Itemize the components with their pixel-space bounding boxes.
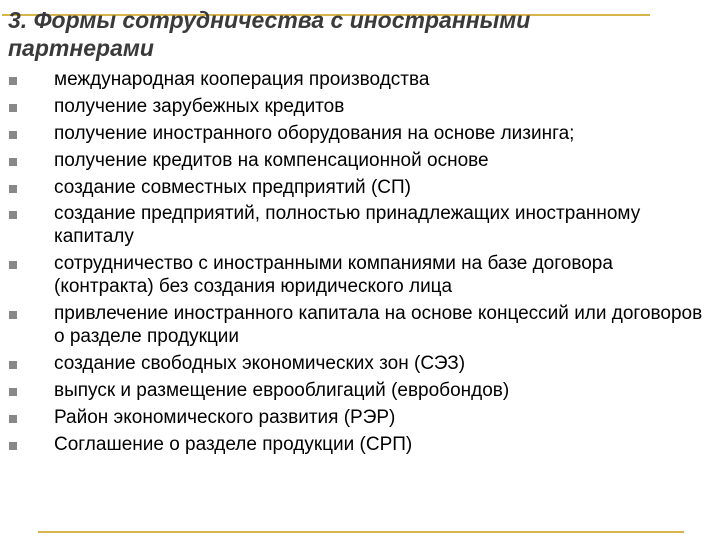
list-item-text: привлечение иностранного капитала на основе концессий или договоров о разделе продукции <box>54 303 703 348</box>
slide-title-line-2: партнерами <box>8 35 154 61</box>
list-item <box>8 302 716 348</box>
list-item-text: получение иностранного оборудования на основе лизинга; <box>54 122 575 144</box>
list-item-text: международная кооперация производства <box>54 69 430 90</box>
list-item <box>8 202 716 248</box>
list-item <box>8 379 716 402</box>
list-item <box>8 149 716 172</box>
list-item <box>8 433 716 456</box>
list-item <box>8 352 716 375</box>
list-item-text: выпуск и размещение еврооблигаций (евробондов) <box>54 380 510 402</box>
list-item <box>8 176 716 199</box>
bottom-accent-rule <box>38 531 684 533</box>
list-item <box>8 122 716 145</box>
list-item <box>8 68 716 91</box>
list-item-text: сотрудничество с иностранными компаниями на базе договора (контракта) без создания юридического лица <box>54 253 613 298</box>
list-item <box>8 252 716 298</box>
square-bullet-icon <box>9 415 17 423</box>
square-bullet-icon <box>9 388 17 396</box>
list-item-text: Район экономического развития (РЭР) <box>54 406 396 428</box>
list-item-text: Соглашение о разделе продукции (СРП) <box>54 433 413 455</box>
square-bullet-icon <box>9 77 17 85</box>
slide-title-line-1: 3. Формы сотрудничества с иностранными <box>8 7 531 33</box>
square-bullet-icon <box>9 158 17 166</box>
list-item-text: получение кредитов на компенсационной основе <box>54 149 489 171</box>
square-bullet-icon <box>9 442 17 450</box>
list-item-text: получение зарубежных кредитов <box>54 95 345 117</box>
slide-title <box>8 6 708 62</box>
list-item <box>8 406 716 429</box>
square-bullet-icon <box>9 261 17 269</box>
square-bullet-icon <box>9 211 17 219</box>
list-item <box>8 95 716 118</box>
list-item-text: создание предприятий, полностью принадлежащих иностранному капиталу <box>54 203 641 248</box>
square-bullet-icon <box>9 311 17 319</box>
square-bullet-icon <box>9 361 17 369</box>
cooperation-forms-list <box>8 68 716 460</box>
list-item-text: создание свободных экономических зон (СЭЗ) <box>54 353 466 375</box>
square-bullet-icon <box>9 185 17 193</box>
square-bullet-icon <box>9 104 17 112</box>
square-bullet-icon <box>9 131 17 139</box>
list-item-text: создание совместных предприятий (СП) <box>54 176 411 198</box>
